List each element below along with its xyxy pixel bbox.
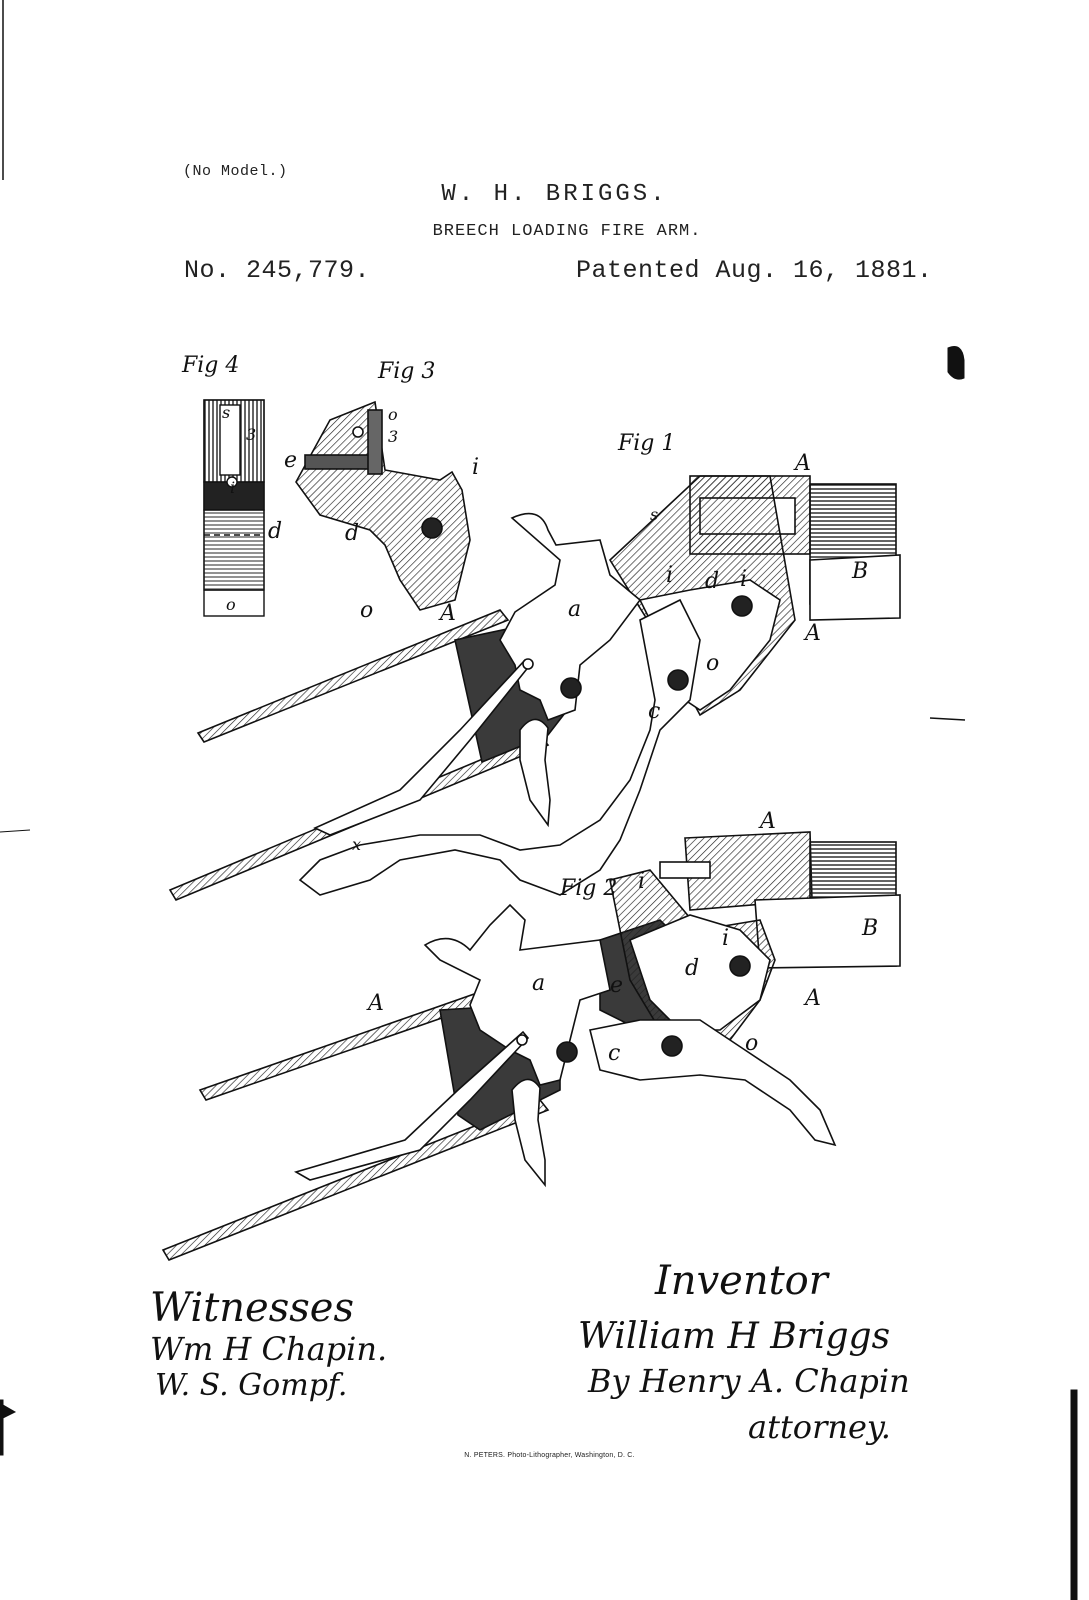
fig4-label-s: s bbox=[222, 403, 231, 422]
inventor-name: W. H. BRIGGS. bbox=[441, 181, 668, 208]
fig3-label-o: o bbox=[360, 598, 374, 623]
fig4-label: Fig 4 bbox=[182, 353, 240, 378]
fig4-label-3: 3 bbox=[246, 425, 257, 444]
fig1-label: Fig 1 bbox=[618, 431, 676, 456]
fig1-label-c: c bbox=[648, 699, 661, 724]
fig2-label-o: o bbox=[745, 1031, 759, 1056]
patent-number: No. 245,779. bbox=[184, 256, 371, 285]
fig1-label-B: B bbox=[852, 559, 869, 584]
patent-title: BREECH LOADING FIRE ARM. bbox=[432, 222, 702, 241]
fig1-label-A-right: A bbox=[805, 621, 821, 646]
fig2-drawing bbox=[163, 832, 900, 1260]
fig2-label-e: e bbox=[610, 973, 624, 998]
fig1-label-d: d bbox=[705, 569, 720, 594]
lithographer-credit: N. PETERS. Photo-Lithographer, Washington, D. C. bbox=[464, 1452, 635, 1459]
fig1-label-A-left: A bbox=[440, 601, 456, 626]
fig2-label-i-top: i bbox=[638, 869, 646, 894]
fig2-label: Fig 2 bbox=[560, 876, 618, 901]
fig3-label-3: 3 bbox=[388, 427, 399, 446]
fig3-label-i: i bbox=[472, 455, 480, 480]
fig2-label-A-top: A bbox=[760, 809, 776, 834]
fig1-label-x: x bbox=[352, 835, 362, 854]
fig1-label-o: o bbox=[706, 651, 720, 676]
fig3-drawing bbox=[296, 402, 470, 610]
no-model-note: (No Model.) bbox=[183, 163, 288, 180]
witnesses-label: Witnesses bbox=[150, 1285, 354, 1331]
fig2-label-d: d bbox=[685, 956, 700, 981]
fig3-label-d: d bbox=[345, 521, 360, 546]
fig2-label-c: c bbox=[608, 1041, 621, 1066]
fig1-label-i2: i bbox=[740, 567, 748, 592]
fig4-label-o: o bbox=[226, 595, 236, 614]
fig3-label: Fig 3 bbox=[378, 359, 436, 384]
fig3-label-o2: o bbox=[388, 405, 398, 424]
patent-date: Patented Aug. 16, 1881. bbox=[576, 256, 933, 285]
fig3-label-e: e bbox=[284, 448, 298, 473]
fig1-label-a: a bbox=[568, 597, 582, 622]
fig2-label-i: i bbox=[722, 926, 730, 951]
witness-2-signature: W. S. Gompf. bbox=[155, 1368, 348, 1403]
fig4-label-d: d bbox=[268, 519, 283, 544]
fig2-label-A-left: A bbox=[368, 991, 384, 1016]
inventor-signature: William H Briggs bbox=[578, 1316, 891, 1357]
inventor-label: Inventor bbox=[655, 1258, 828, 1304]
fig4-label-i: i bbox=[230, 478, 236, 497]
fig2-label-A-right: A bbox=[805, 986, 821, 1011]
fig1-label-A-top: A bbox=[795, 451, 811, 476]
fig2-label-B: B bbox=[862, 916, 879, 941]
attorney-label: attorney. bbox=[748, 1408, 891, 1446]
fig1-label-s: s bbox=[650, 505, 659, 524]
attorney-signature: By Henry A. Chapin bbox=[588, 1362, 910, 1400]
witness-1-signature: Wm H Chapin. bbox=[150, 1330, 388, 1368]
fig1-label-i: i bbox=[666, 563, 674, 588]
fig2-label-a: a bbox=[532, 971, 546, 996]
